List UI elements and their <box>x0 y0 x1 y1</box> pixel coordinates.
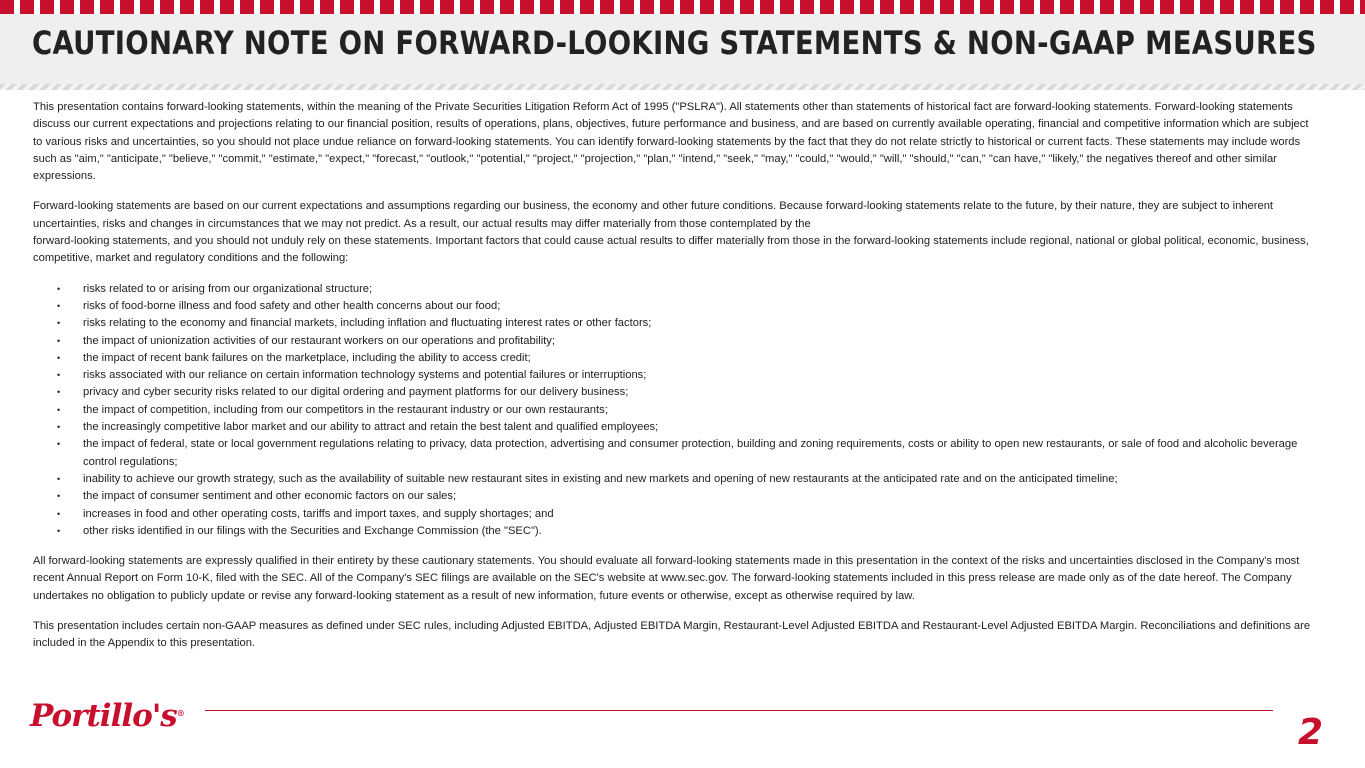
list-item: • other risks identified in our filings with the Securities and Exchange Commission (the "SEC"). <box>33 523 1313 540</box>
page-number: 2 <box>1298 712 1324 753</box>
paragraph-expectations-part1: Forward-looking statements are based on our current expectations and assumptions regarding our business, the economy and other future conditions. Because forward-looking statements relate to the future, by their nature, they are subject to inherent uncertainties, risks and changes in circumstances that we may not predict. As a result, our actual results may differ materially from those contemplated by the <box>33 200 1274 230</box>
disclaimer-body <box>33 99 1313 666</box>
footer-divider <box>205 710 1273 711</box>
decorative-top-border <box>0 0 1365 14</box>
paragraph-expectations-part2: forward-looking statements, and you should not unduly rely on these statements. Important factors that could cause actual results to differ materially from those in the forward-looking statements include regional, national or global political, economic, business, competitive, market and regulatory conditions and the following: <box>33 235 1309 265</box>
list-item: • the impact of recent bank failures on the marketplace, including the ability to access credit; <box>33 350 1313 367</box>
paragraph-qualification: All forward-looking statements are expressly qualified in their entirety by these cautionary statements. You should evaluate all forward-looking statements made in this presentation in the context of the risks and uncertainties disclosed in the Company's most recent Annual Report on Form 10-K, filed with the SEC. All of the Company's SEC filings are available on the SEC's website at www.sec.gov. The forward-looking statements included in this press release are made only as of the date hereof. The Company undertakes no obligation to publicly update or revise any forward-looking statement as a result of new information, future events or otherwise, except as otherwise required by law. <box>33 555 1300 602</box>
paragraph-non-gaap: This presentation includes certain non-GAAP measures as defined under SEC rules, including Adjusted EBITDA, Adjusted EBITDA Margin, Restaurant-Level Adjusted EBITDA and Restaurant-Level Adjusted EBITDA Margin. Reconciliations and definitions are included in the Appendix to this presentation. <box>33 620 1311 650</box>
list-item: • risks of food-borne illness and food safety and other health concerns about our food; <box>33 298 1313 315</box>
list-item: • the impact of consumer sentiment and other economic factors on our sales; <box>33 488 1313 505</box>
list-item: • privacy and cyber security risks related to our digital ordering and payment platforms for our delivery business; <box>33 384 1313 401</box>
list-item: • risks associated with our reliance on certain information technology systems and potential failures or interruptions; <box>33 367 1313 384</box>
paragraph-pslra: This presentation contains forward-looking statements, within the meaning of the Private Securities Litigation Reform Act of 1995 ("PSLRA"). All statements other than statements of historical fact are forward-looking statements. Forward-looking statements discuss our current expectations and projections relating to our financial position, results of operations, plans, objectives, future performance and business, and are based on currently available operating, financial and competitive information which are subject to various risks and uncertainties, so you should not place undue reliance on forward-looking statements. You can identify forward-looking statements by the fact that they do not relate strictly to historical or current facts. These statements may include words such as "aim," "anticipate," "believe," "commit," "estimate," "expect," "forecast," "outlook," "potential," "project," "projection," "plan," "intend," "seek," "may," "could," "would," "will," "should," "can," "can have," "likely," the negatives thereof and other similar expressions. <box>33 101 1309 183</box>
portillos-logo <box>30 698 184 734</box>
risk-factors-list <box>33 281 1313 540</box>
page-title: CAUTIONARY NOTE ON FORWARD-LOOKING STATEMENTS & NON-GAAP MEASURES <box>32 24 1317 62</box>
list-item: • risks relating to the economy and financial markets, including inflation and fluctuating interest rates or other factors; <box>33 315 1313 332</box>
list-item: • the increasingly competitive labor market and our ability to attract and retain the best talent and qualified employees; <box>33 419 1313 436</box>
list-item: • risks related to or arising from our organizational structure; <box>33 281 1313 298</box>
list-item: • the impact of unionization activities of our restaurant workers on our operations and profitability; <box>33 333 1313 350</box>
registered-mark: ® <box>176 708 184 718</box>
paragraph-expectations <box>33 198 1313 267</box>
list-item: • the impact of competition, including from our competitors in the restaurant industry or our own restaurants; <box>33 402 1313 419</box>
list-item: • inability to achieve our growth strategy, such as the availability of suitable new restaurant sites in existing and new markets and opening of new restaurants at the anticipated rate and on the anticipated timeline; <box>33 471 1313 488</box>
list-item: • increases in food and other operating costs, tariffs and import taxes, and supply shortages; and <box>33 506 1313 523</box>
list-item: • the impact of federal, state or local government regulations relating to privacy, data protection, advertising and consumer protection, building and zoning requirements, costs or ability to open new restaurants, or sale of food and alcoholic beverage control regulations; <box>33 436 1313 471</box>
logo-text: Portillo's <box>30 698 177 734</box>
